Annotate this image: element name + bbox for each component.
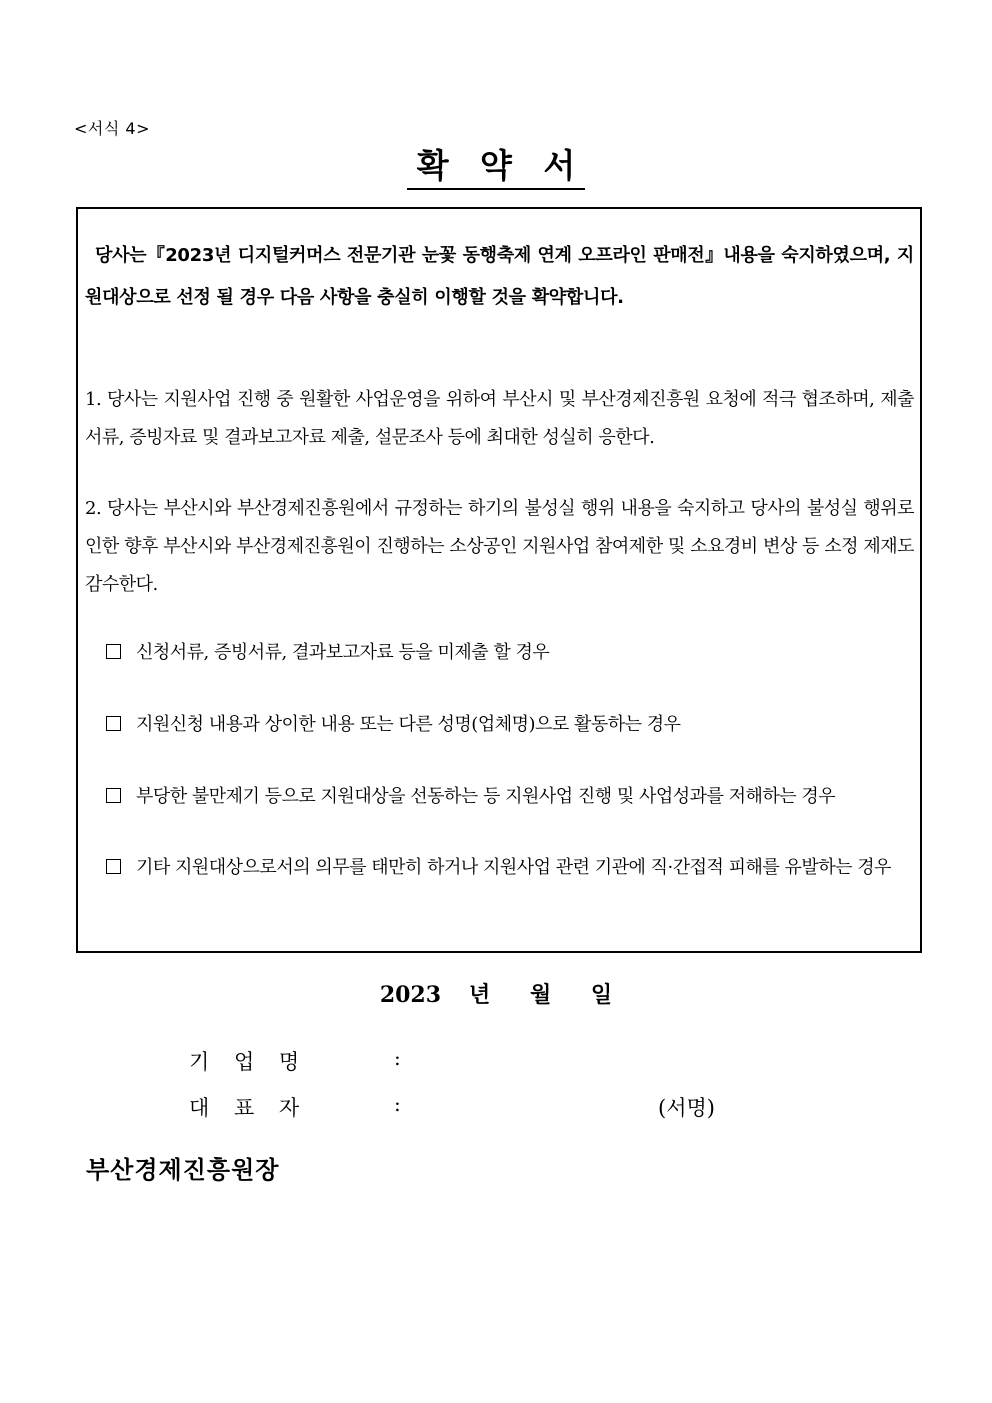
company-name-label: 기 업 명 [189, 1050, 309, 1074]
date-line [0, 978, 992, 1009]
date-year: 2023 [379, 982, 442, 1008]
representative-colon: : [394, 1092, 401, 1116]
pledge-clause-1: 1. 당사는 지원사업 진행 중 원활한 사업운영을 위하여 부산시 및 부산경제진흥원 요청에 적극 협조하며, 제출서류, 증빙자료 및 결과보고자료 제출, 설문조사 등에 최대한 성실히 응한다. [85, 389, 914, 448]
document-title: 확 약 서 [407, 148, 586, 190]
checklist-item [106, 635, 916, 671]
checklist-item-text: 지원신청 내용과 상이한 내용 또는 다른 성명(업체명)으로 활동하는 경우 [136, 714, 681, 735]
checklist-item [106, 779, 916, 815]
checklist-item-text: 부당한 불만제기 등으로 지원대상을 선동하는 등 지원사업 진행 및 사업성과를 저해하는 경우 [136, 786, 836, 807]
checklist-item-text: 신청서류, 증빙서류, 결과보고자료 등을 미제출 할 경우 [136, 642, 550, 663]
checkbox-square-icon [106, 788, 121, 803]
representative-label: 대 표 자 [189, 1096, 309, 1120]
date-year-unit: 년 [469, 982, 491, 1008]
checklist-item [106, 707, 916, 743]
checkbox-square-icon [106, 644, 121, 659]
signature-mark: (서명) [658, 1096, 715, 1120]
checklist-item [106, 850, 916, 886]
pledge-intro-paragraph: 당사는『2023년 디지털커머스 전문기관 눈꽃 동행축제 연계 오프라인 판매전』내용을 숙지하였으며, 지원대상으로 선정 될 경우 다음 사항을 충실히 이행할 것을 확약합니다. [85, 245, 914, 308]
checklist-item-text: 기타 지원대상으로서의 의무를 태만히 하거나 지원사업 관련 기관에 직·간접적 피해를 유발하는 경우 [136, 857, 892, 878]
pledge-clause-2: 2. 당사는 부산시와 부산경제진흥원에서 규정하는 하기의 불성실 행위 내용을 숙지하고 당사의 불성실 행위로 인한 향후 부산시와 부산경제진흥원이 진행하는 소상공인 지원사업 참여제한 및 소요경비 변상 등 소정 제재도 감수한다. [85, 498, 914, 595]
date-month-unit: 월 [529, 982, 552, 1008]
checkbox-square-icon [106, 716, 121, 731]
pledge-content-box [76, 207, 922, 953]
document-title-wrap [0, 146, 992, 190]
company-name-colon: : [394, 1046, 401, 1070]
form-number-label: <서식 4> [74, 119, 150, 138]
checkbox-square-icon [106, 859, 121, 874]
recipient-name: 부산경제진흥원장 [86, 1155, 280, 1184]
date-day-unit: 일 [590, 982, 613, 1008]
